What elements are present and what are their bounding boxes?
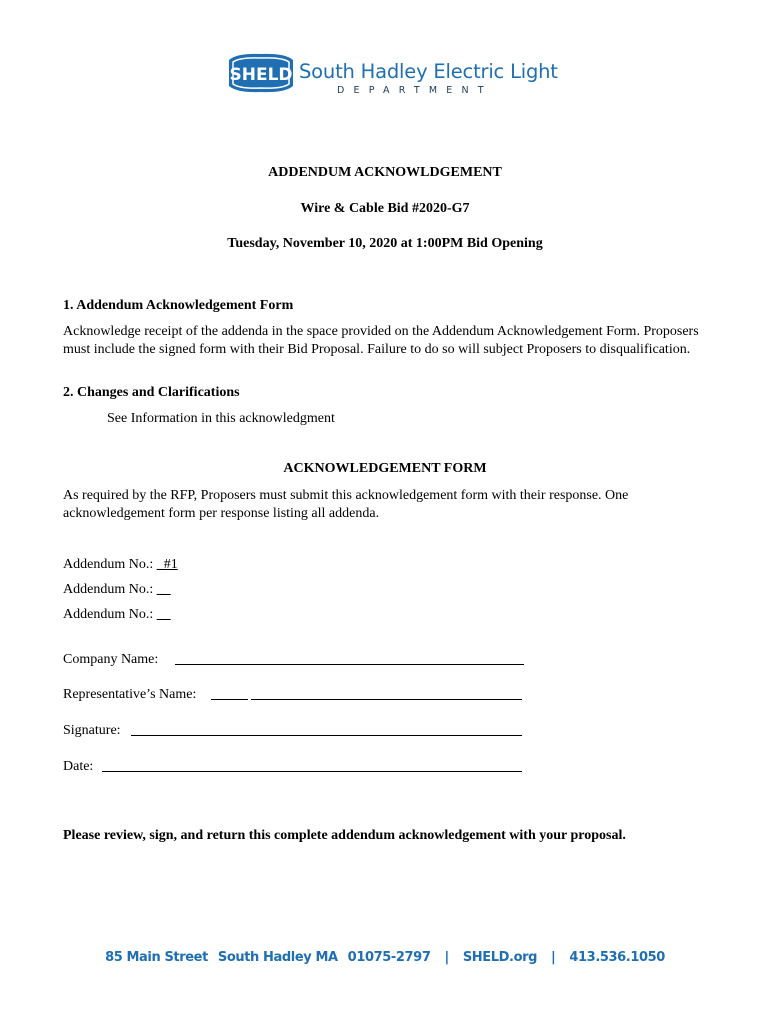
section-2-body: See Information in this acknowledgment (107, 411, 335, 426)
section-1-body: Acknowledge receipt of the addenda in the space provided on the Addendum Acknowledgement Form. Proposers must include the signed form with their Bid Proposal. Failure to do so will subject Proposers to disqualification. (63, 324, 699, 357)
addendum-row (63, 606, 171, 624)
date-field[interactable] (102, 771, 522, 772)
representative-name-label: Representative’s Name: (63, 687, 197, 702)
ack-form-heading: ACKNOWLEDGEMENT FORM (283, 461, 487, 476)
company-name-field[interactable] (175, 664, 524, 665)
footer-zip: 01075-2797 (347, 950, 431, 965)
logo-department: DEPARTMENT (337, 85, 493, 96)
company-name-label: Company Name: (63, 652, 159, 667)
signature-field[interactable] (131, 735, 522, 736)
document-title: ADDENDUM ACKNOWLDGEMENT (268, 165, 502, 180)
addendum-value[interactable]: _ (156, 582, 171, 597)
footer-contact (0, 950, 770, 965)
addendum-row (63, 556, 178, 574)
addendum-value[interactable]: _#1 (156, 557, 178, 572)
closing-instruction: Please review, sign, and return this complete addendum acknowledgement with your proposal. (63, 828, 626, 843)
representative-name-field[interactable] (251, 699, 522, 700)
footer-city: South Hadley MA (217, 950, 338, 965)
representative-name-field-part[interactable] (211, 699, 248, 700)
section-1-heading: 1. Addendum Acknowledgement Form (63, 298, 294, 313)
footer-website[interactable]: SHELD.org (462, 950, 538, 965)
addendum-value[interactable] (157, 607, 171, 622)
section-2-heading: 2. Changes and Clarifications (63, 385, 240, 400)
footer-phone: 413.536.1050 (569, 950, 665, 965)
bid-opening-date: Tuesday, November 10, 2020 at 1:00PM Bid Opening (227, 236, 543, 251)
logo-name: South Hadley Electric Light (299, 60, 558, 83)
date-label: Date: (63, 759, 94, 774)
ack-form-body: As required by the RFP, Proposers must submit this acknowledgement form with their response. One acknowledgement form per response listing all addenda. (63, 488, 629, 521)
sheld-badge-icon (227, 52, 295, 94)
footer-separator: | (551, 950, 556, 965)
footer-street: 85 Main Street (105, 950, 208, 965)
addendum-label: Addendum No.: (63, 607, 154, 622)
signature-label: Signature: (63, 723, 121, 738)
sheld-logo (227, 52, 558, 102)
addendum-row (63, 581, 171, 599)
addendum-label: Addendum No.: (63, 582, 154, 597)
addendum-label: Addendum No.: (63, 557, 154, 572)
badge-text: SHELD (229, 65, 293, 85)
footer-separator: | (444, 950, 449, 965)
bid-name: Wire & Cable Bid #2020-G7 (300, 201, 470, 216)
